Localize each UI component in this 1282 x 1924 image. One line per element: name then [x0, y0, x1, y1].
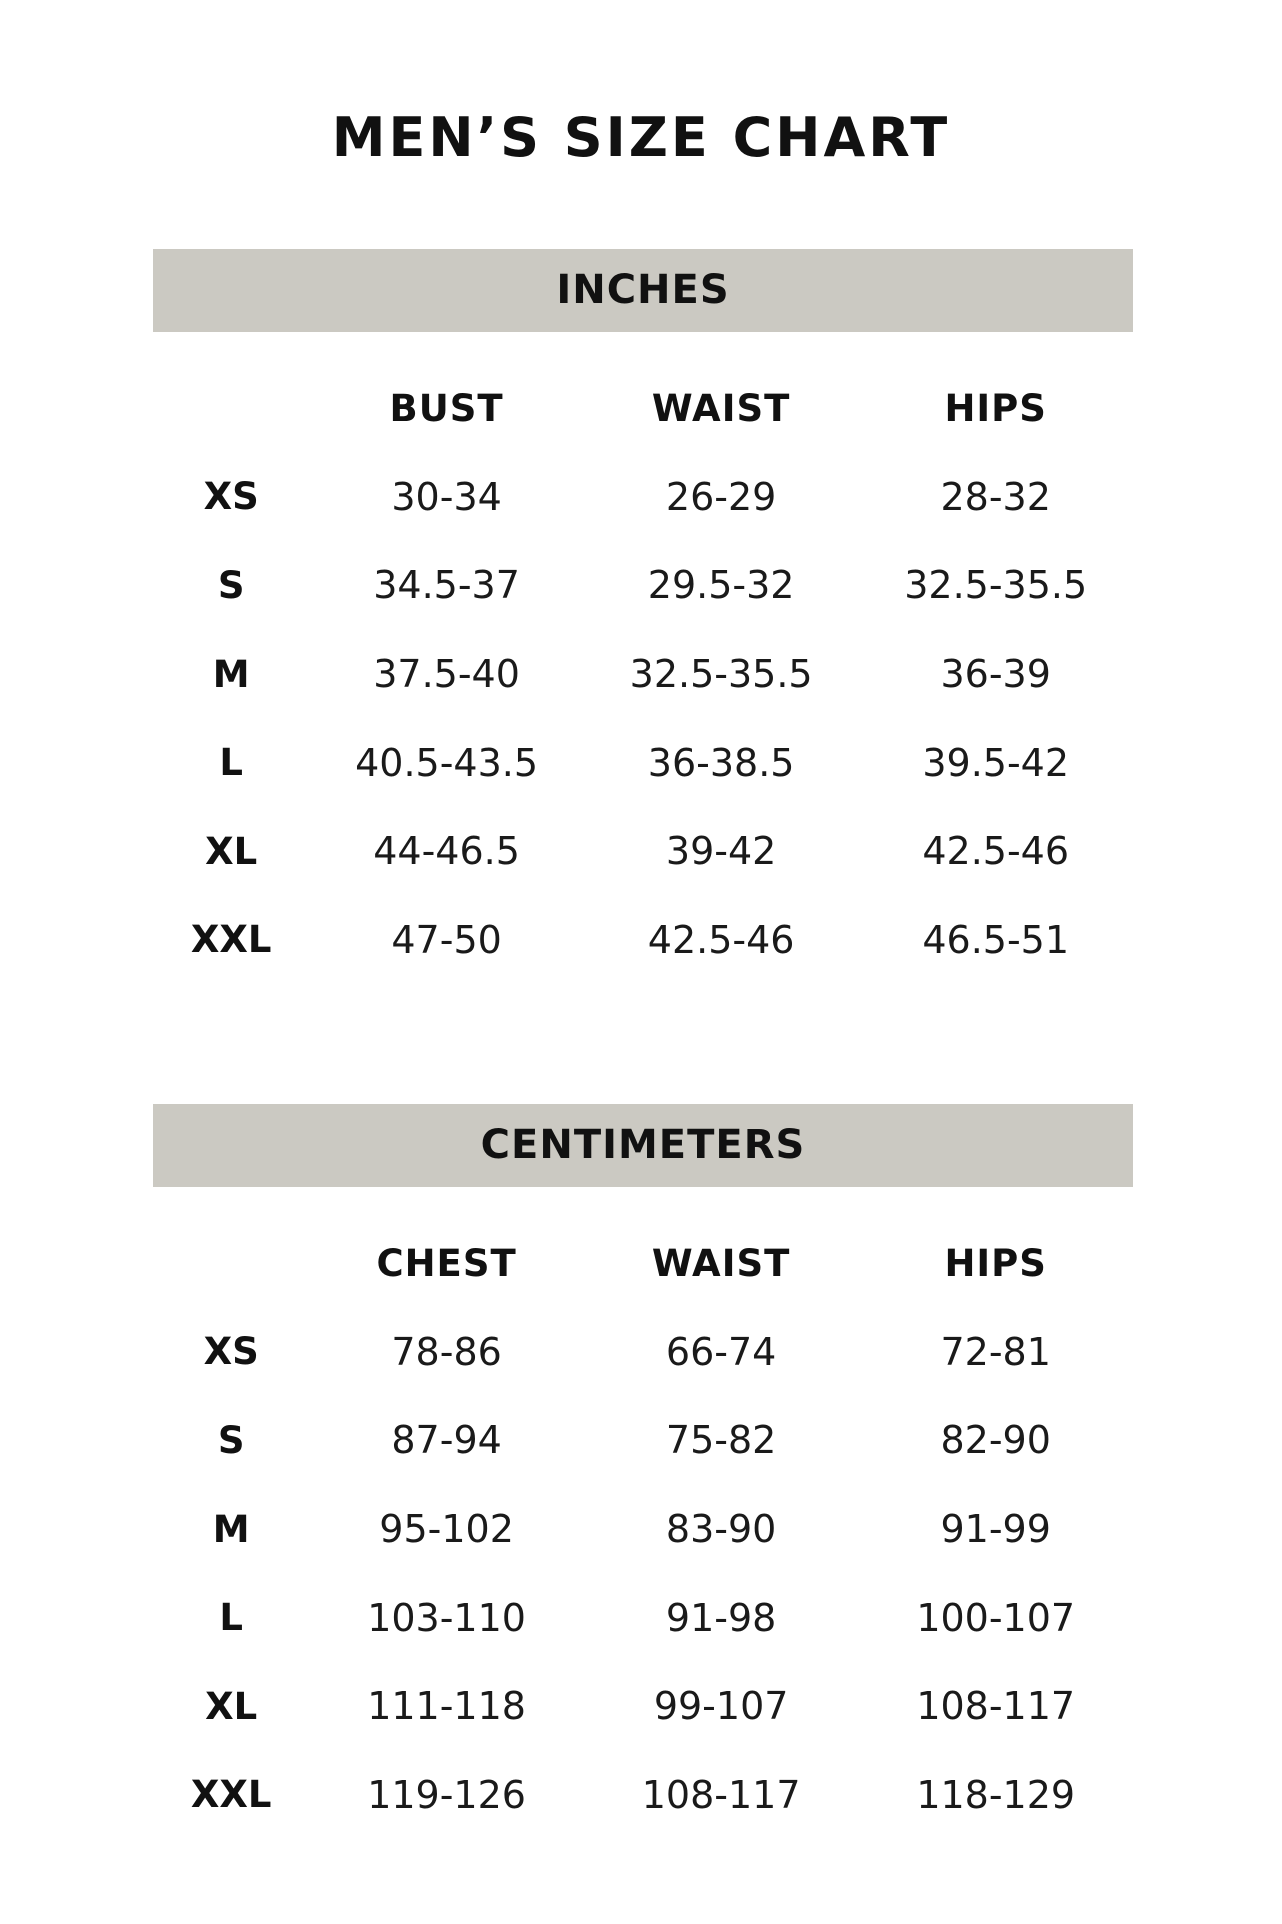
table-row: [153, 1308, 1133, 1397]
measurement-cell: 37.5-40: [373, 652, 520, 697]
measurement-cell: 26-29: [665, 474, 777, 519]
table-header-row: [153, 364, 1133, 453]
table-row: [153, 1485, 1133, 1574]
measurement-cell: 39-42: [665, 829, 777, 874]
column-header-bust: BUST: [389, 386, 504, 430]
page-title: MEN’S SIZE CHART: [331, 106, 951, 169]
measurement-cell: 34.5-37: [373, 563, 520, 608]
measurement-cell: 47-50: [391, 917, 502, 962]
table-row: [153, 807, 1133, 896]
measurement-cell: 119-126: [367, 1772, 526, 1817]
table-row: [153, 453, 1133, 542]
size-label: XXL: [190, 918, 272, 962]
table-row: [153, 1396, 1133, 1485]
measurement-cell: 36-39: [940, 652, 1051, 697]
measurement-cell: 30-34: [391, 474, 502, 519]
size-label: S: [217, 563, 245, 607]
measurement-cell: 118-129: [916, 1772, 1076, 1817]
size-label: XL: [205, 829, 258, 873]
size-label: M: [212, 652, 250, 696]
measurement-cell: 36-38.5: [647, 740, 795, 785]
measurement-cell: 46.5-51: [922, 917, 1070, 962]
table-row: [153, 1662, 1133, 1751]
table-header-row: [153, 1219, 1133, 1308]
size-label: L: [219, 1596, 243, 1640]
measurement-cell: 32.5-35.5: [904, 563, 1088, 608]
unit-header-inches: INCHES: [153, 249, 1133, 332]
table-row: [153, 630, 1133, 719]
measurement-cell: 75-82: [665, 1418, 777, 1463]
table-row: [153, 1573, 1133, 1662]
column-header-hips: HIPS: [944, 386, 1047, 430]
size-label: S: [217, 1418, 245, 1462]
size-column-header: [153, 364, 309, 453]
size-label: XXL: [190, 1773, 272, 1817]
centimeters-section: [153, 1104, 1133, 1839]
measurement-cell: 32.5-35.5: [629, 652, 813, 697]
size-table-centimeters: [153, 1219, 1133, 1839]
measurement-cell: 111-118: [367, 1684, 526, 1729]
size-column-header: [153, 1219, 309, 1308]
measurement-cell: 42.5-46: [647, 917, 795, 962]
table-row: [153, 896, 1133, 985]
measurement-cell: 95-102: [379, 1507, 514, 1552]
size-label: L: [219, 741, 243, 785]
measurement-cell: 28-32: [940, 474, 1051, 519]
measurement-cell: 87-94: [391, 1418, 502, 1463]
size-label: M: [212, 1507, 250, 1551]
measurement-cell: 91-99: [940, 1507, 1051, 1552]
measurement-cell: 108-117: [641, 1772, 801, 1817]
size-label: XS: [203, 1330, 259, 1374]
column-header-chest: CHEST: [376, 1241, 517, 1285]
table-row: [153, 1751, 1133, 1840]
measurement-cell: 42.5-46: [922, 829, 1070, 874]
measurement-cell: 91-98: [665, 1595, 777, 1640]
measurement-cell: 99-107: [653, 1684, 789, 1729]
measurement-cell: 82-90: [940, 1418, 1051, 1463]
size-label: XL: [205, 1684, 258, 1728]
measurement-cell: 72-81: [940, 1329, 1051, 1374]
measurement-cell: 29.5-32: [647, 563, 795, 608]
measurement-cell: 66-74: [665, 1329, 777, 1374]
unit-header-centimeters: CENTIMETERS: [153, 1104, 1133, 1187]
column-header-waist: WAIST: [651, 386, 791, 430]
size-table-inches: [153, 364, 1133, 984]
table-row: [153, 541, 1133, 630]
measurement-cell: 44-46.5: [373, 829, 520, 874]
measurement-cell: 100-107: [916, 1595, 1076, 1640]
measurement-cell: 40.5-43.5: [355, 740, 539, 785]
column-header-waist: WAIST: [651, 1241, 791, 1285]
table-row: [153, 718, 1133, 807]
column-header-hips: HIPS: [944, 1241, 1047, 1285]
inches-section: [153, 249, 1133, 984]
measurement-cell: 103-110: [367, 1595, 526, 1640]
measurement-cell: 83-90: [665, 1507, 777, 1552]
measurement-cell: 78-86: [391, 1329, 502, 1374]
measurement-cell: 39.5-42: [922, 740, 1070, 785]
measurement-cell: 108-117: [916, 1684, 1076, 1729]
size-label: XS: [203, 475, 259, 519]
